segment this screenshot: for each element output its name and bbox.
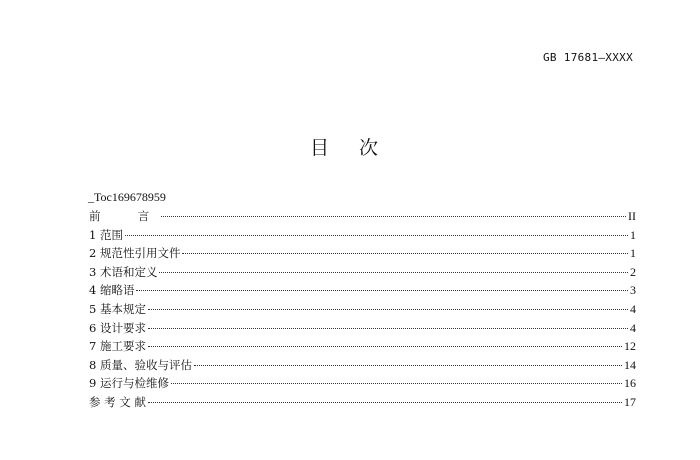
toc-leader-dots xyxy=(136,290,628,291)
toc-entry-scope[interactable] xyxy=(89,226,636,245)
toc-entry-foreword[interactable] xyxy=(89,207,636,226)
toc-entry-page: 1 xyxy=(630,227,636,242)
toc-bookmark: _Toc169678959 xyxy=(88,190,166,204)
toc-list xyxy=(89,207,636,412)
toc-leader-dots xyxy=(148,346,622,347)
toc-entry-label: 6 设计要求 xyxy=(89,320,146,335)
toc-entry-page: 17 xyxy=(624,394,636,409)
toc-leader-dots xyxy=(171,383,622,384)
toc-entry-label: 5 基本规定 xyxy=(89,301,146,316)
toc-entry-terms-definitions[interactable] xyxy=(89,263,636,282)
toc-entry-page: 12 xyxy=(624,339,636,354)
toc-entry-page: 2 xyxy=(630,264,636,279)
toc-entry-label: 2 规范性引用文件 xyxy=(89,246,181,261)
toc-leader-dots xyxy=(161,216,626,217)
toc-entry-construction-requirements[interactable] xyxy=(89,337,636,356)
toc-entry-label: 1 范围 xyxy=(89,227,123,242)
toc-entry-operation-maintenance[interactable] xyxy=(89,374,636,393)
toc-entry-label: 8 质量、验收与评估 xyxy=(89,357,192,372)
toc-title: 目 次 xyxy=(309,137,391,159)
toc-entry-basic-provisions[interactable] xyxy=(89,300,636,319)
standard-code: GB 17681—XXXX xyxy=(543,51,633,64)
toc-leader-dots xyxy=(182,253,628,254)
toc-entry-page: 1 xyxy=(630,246,636,261)
toc-entry-quality-acceptance[interactable] xyxy=(89,356,636,375)
toc-entry-normative-references[interactable] xyxy=(89,244,636,263)
toc-entry-bibliography[interactable] xyxy=(89,393,636,412)
toc-entry-page: 3 xyxy=(630,283,636,298)
toc-entry-abbreviations[interactable] xyxy=(89,281,636,300)
toc-leader-dots xyxy=(148,328,628,329)
toc-entry-page: II xyxy=(628,209,636,223)
toc-leader-dots xyxy=(148,309,628,310)
toc-entry-page: 14 xyxy=(624,357,636,372)
toc-entry-label: 3 术语和定义 xyxy=(89,264,158,279)
toc-entry-page: 16 xyxy=(624,376,636,391)
toc-entry-label: 7 施工要求 xyxy=(89,339,146,354)
toc-leader-dots xyxy=(125,235,628,236)
toc-entry-label: 前 言 xyxy=(89,209,160,223)
toc-entry-page: 4 xyxy=(630,320,636,335)
toc-leader-dots xyxy=(159,272,628,273)
toc-leader-dots xyxy=(148,402,622,403)
toc-entry-page: 4 xyxy=(630,301,636,316)
toc-entry-label: 参 考 文 献 xyxy=(89,394,146,409)
toc-entry-design-requirements[interactable] xyxy=(89,319,636,338)
toc-leader-dots xyxy=(194,365,622,366)
toc-entry-label: 9 运行与检维修 xyxy=(89,376,169,391)
toc-entry-label: 4 缩略语 xyxy=(89,283,135,298)
